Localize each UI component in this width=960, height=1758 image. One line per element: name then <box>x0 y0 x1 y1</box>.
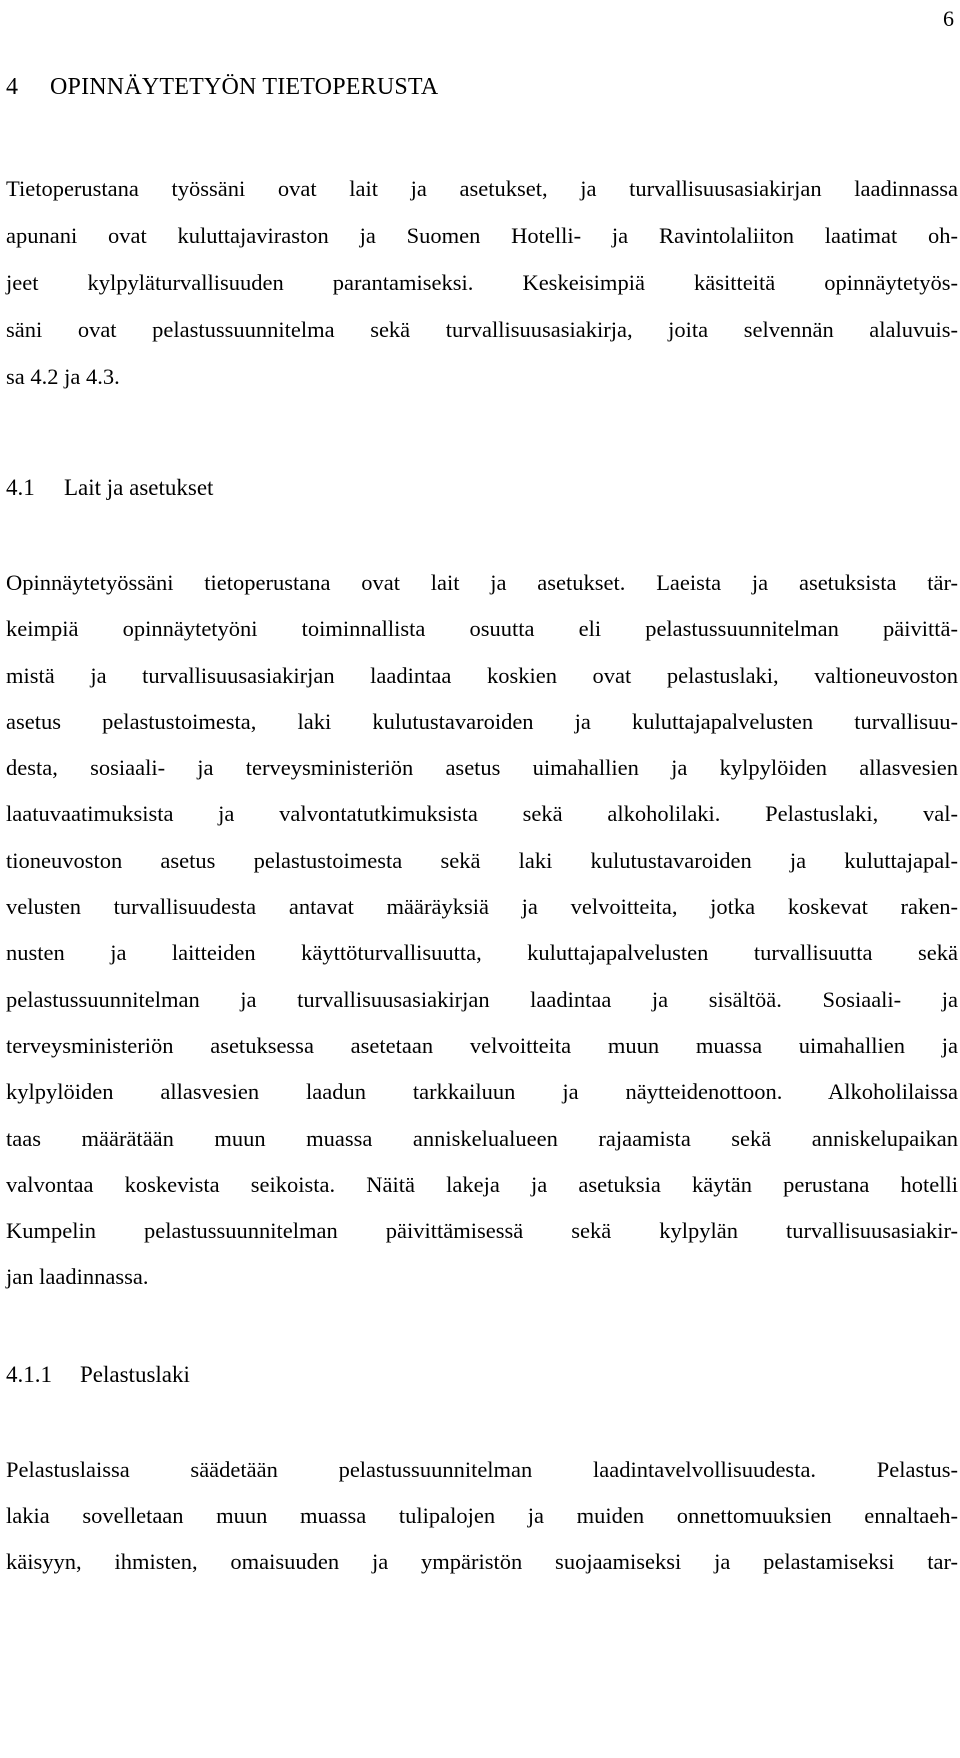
intro-paragraph <box>6 165 958 400</box>
text-line: desta, sosiaali- ja terveysministeriön asetus uimahallien ja kylpylöiden allasvesien <box>6 755 958 781</box>
text-line: säni ovat pelastussuunnitelma sekä turvallisuusasiakirja, joita selvennän alaluvuis- <box>6 317 958 342</box>
text-line: asetus pelastustoimesta, laki kulutustavaroiden ja kuluttajapalvelusten turvallisuu- <box>6 708 958 734</box>
chapter-number: 4 <box>6 74 19 100</box>
text-line: Pelastuslaissa säädetään pelastussuunnitelman laadintavelvollisuudesta. Pelastus- <box>6 1457 958 1482</box>
chapter-title: OPINNÄYTETYÖN TIETOPERUSTA <box>50 74 439 100</box>
text-line: Opinnäytetyössäni tietoperustana ovat lait ja asetukset. Laeista ja asetuksista tär- <box>6 570 958 595</box>
text-line: Kumpelin pelastussuunnitelman päivittämisessä sekä kylpylän turvallisuusasiakir- <box>6 1218 958 1244</box>
text-line: kylpylöiden allasvesien laadun tarkkailuun ja näytteidenottoon. Alkoholilaissa <box>6 1079 958 1105</box>
section-heading-4-1 <box>6 475 213 501</box>
section-title: Pelastuslaki <box>80 1362 190 1387</box>
text-line: keimpiä opinnäytetyöni toiminnallista osuutta eli pelastussuunnitelman päivittä- <box>6 616 958 642</box>
text-line: taas määrätään muun muassa anniskelualueen rajaamista sekä anniskelupaikan <box>6 1125 958 1151</box>
chapter-heading <box>6 74 438 101</box>
text-line: mistä ja turvallisuusasiakirjan laadintaa koskien ovat pelastuslaki, valtioneuvoston <box>6 662 958 688</box>
text-line: pelastussuunnitelman ja turvallisuusasiakirjan laadintaa ja sisältöä. Sosiaali- ja <box>6 986 958 1012</box>
text-line: sa 4.2 ja 4.3. <box>6 364 120 389</box>
text-line: käisyyn, ihmisten, omaisuuden ja ympäristön suojaamiseksi ja pelastamiseksi tar- <box>6 1549 958 1574</box>
section-number: 4.1 <box>6 475 35 500</box>
text-line: apunani ovat kuluttajaviraston ja Suomen Hotelli- ja Ravintolaliiton laatimat oh- <box>6 223 958 248</box>
section-title: Lait ja asetukset <box>64 475 214 500</box>
text-line: tioneuvoston asetus pelastustoimesta sekä laki kulutustavaroiden ja kuluttajapal- <box>6 847 958 873</box>
text-line: velusten turvallisuudesta antavat määräyksiä ja velvoitteita, jotka koskevat raken- <box>6 894 958 920</box>
text-line: jan laadinnassa. <box>6 1264 149 1290</box>
section-4-1-paragraph <box>6 560 958 1301</box>
section-4-1-1-paragraph <box>6 1447 958 1585</box>
text-line: valvontaa koskevista seikoista. Näitä lakeja ja asetuksia käytän perustana hotelli <box>6 1171 958 1197</box>
page-number: 6 <box>943 6 954 31</box>
text-line: jeet kylpyläturvallisuuden parantamiseksi. Keskeisimpiä käsitteitä opinnäytetyös- <box>6 270 958 295</box>
section-number: 4.1.1 <box>6 1362 52 1387</box>
text-line: nusten ja laitteiden käyttöturvallisuutta, kuluttajapalvelusten turvallisuutta sekä <box>6 940 958 966</box>
text-line: terveysministeriön asetuksessa asetetaan velvoitteita muun muassa uimahallien ja <box>6 1032 958 1058</box>
section-heading-4-1-1 <box>6 1362 190 1388</box>
text-line: Tietoperustana työssäni ovat lait ja asetukset, ja turvallisuusasiakirjan laadinnassa <box>6 176 958 201</box>
text-line: laatuvaatimuksista ja valvontatutkimuksista sekä alkoholilaki. Pelastuslaki, val- <box>6 801 958 827</box>
text-line: lakia sovelletaan muun muassa tulipalojen ja muiden onnettomuuksien ennaltaeh- <box>6 1503 958 1528</box>
